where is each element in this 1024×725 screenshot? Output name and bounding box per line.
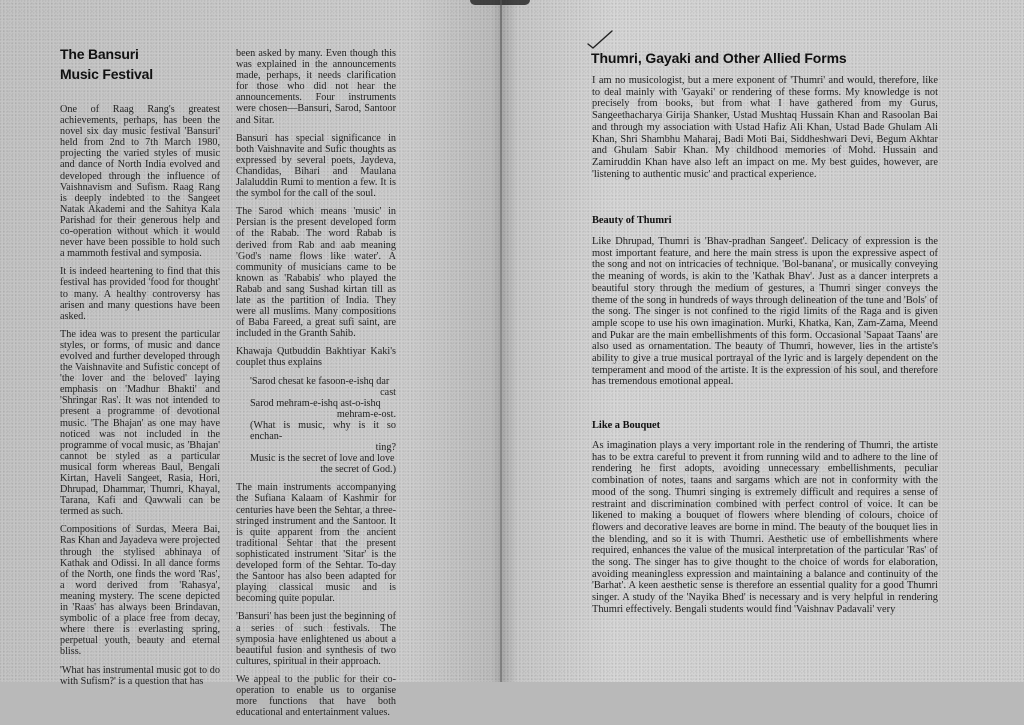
paragraph: It is indeed heartening to find that this festival has provided 'food for thought' to many. A healthy controversy has arisen and many questions have been asked. (60, 266, 220, 322)
intro-paragraph: I am no musicologist, but a mere exponent of 'Thumri' and would, therefore, like to deal mainly with 'Gayaki' or rendering of these forms. My knowledge is not precisely from books, but from what I have gathered from my Gurus, Sangeethacharya Girija Shanker, Ustad Mushtaq Hussain Khan and Rasoolan Bai and through my association with Ustad Hafiz Ali Khan, Ustad Bade Ghulam Ali Khan, Shri Shambhu Maharaj, Badi Moti Bai, Siddheshwari Devi, Begum Akhtar and Ghulam Sabir Khan. My childhood memories of Mohd. Hussain and Zamiruddin Khan have also left an impact on me. My best guides, however, are 'listening to authentic music' and practical experience. (592, 75, 938, 180)
paragraph: We appeal to the public for their co-operation to enable us to organise more functions that have both educational and entertainment values. (236, 673, 396, 719)
verse-line-end: cast (380, 386, 396, 398)
verse-line-end: the secret of God.) (320, 464, 396, 476)
paragraph: The idea was to present the particular styles, or forms, of music and dance evolved and further developed through the Vaishnavite and Sufistic concept of 'the lover and the beloved' laying emphasis on 'Madhur Bhakti' and 'Shringar Ras'. It was not intended to present a programme of devotional music. 'The Bhajan' as one may have noticed was not included in the programme of vocal music, as 'Bhajan' cannot be styled as a particular musical form whereas Baul, Bengali Kirtan, Haveli Sangeet, Rasia, Hori, Dhrupad, Dhammar, Thumri, Khayal, Tarana, Kafi and Qawwali can be termed as such. (60, 328, 220, 518)
left-column-1 (60, 104, 220, 694)
section-heading-like-a-bouquet: Like a Bouquet (592, 420, 661, 431)
paragraph: One of Raag Rang's greatest achievements, perhaps, has been the novel six day music festival 'Bansuri' held from 2nd to 7th March 1980, projecting the varied styles of music and dance of North India evolved and developed through the influence of Vaishnavism and Sufism. Raag Rang is deeply indebted to the Sangeet Natak Akademi and the Sahitya Kala Parishad for their generous help and co-operation without which it would never have been possible to hold such a mammoth festival and symposia. (60, 104, 220, 260)
paragraph: Khawaja Qutbuddin Bakhtiyar Kaki's couplet thus explains (236, 346, 396, 369)
section-text-like-a-bouquet: As imagination plays a very important role in the rendering of Thumri, the artiste has to be extra careful to prevent it from running wild and to adhere to the line of rendering he first adopts, avoiding unnecessary embellishments, peculiar combination of notes, taans and sargams which are not in conformity with the mood of the song. Thumri singing is extremely difficult and requires a sense of restraint and discrimination combined with perfect control of voice. It can be likened to making a bouquet of flowers where blending of colours, choice of flowers and decorative leaves are borne in mind. The beauty of the bouquet lies in the blending, and so it is with Thumri. Aesthetic use of embellishments where required, enhances the value of the musical interpretation of the particular 'Ras' of the song. The singer has to give thought to the choice of words for elaboration, avoiding meaningless expression and maintaining a balance and continuity of the 'Barhat'. A keen aesthetic sense is therefore an essential quality for a good Thumri singer. A study of the 'Nayika Bhed' is necessary and is very helpful in rendering Thumri effectively. Bengali students would find 'Vaishnav Padavali' very (592, 440, 938, 615)
verse-block (236, 376, 396, 476)
right-page (502, 0, 1024, 682)
title-line-1: The Bansuri (60, 46, 139, 62)
paragraph: Bansuri has special significance in both Vaishnavite and Sufic thoughts as expressed by several poets, Jaydeva, Chandidas, Bihari and Maulana Jalaluddin Rumi to mention a few. It is the symbol for the call of the soul. (236, 132, 396, 200)
paragraph: 'Bansuri' has been just the beginning of a series of such festivals. The symposia have enlightened us about a beautiful fusion and synthesis of two cultures, spiritual in their approach. (236, 611, 396, 667)
left-page (0, 0, 500, 719)
paragraph: The Sarod which means 'music' in Persian is the present developed form of the Rabab. The word Rabab is derived from Rab and aab meaning 'God's name flows like water'. A community of musicians came to be known as 'Rababis' who played the Rabab and sang Sushad kirtan till as late as the partition of India. They were all muslims. Many compositions of Baba Fareed, a great sufi saint, are included in the Granth Sahib. (236, 206, 396, 340)
paragraph: Compositions of Surdas, Meera Bai, Ras Khan and Jayadeva were projected through the stylised abhinaya of Kathak and Odissi. In all dance forms of the North, one finds the word 'Ras', a word derived from 'Rahasya', meaning mystery. The scene depicted in 'Raas' has always been Brindavan, symbolic of a place free from decay, where there is everlasting spring, perpetual youth, beauty and eternal bliss. (60, 524, 220, 658)
verse-line-end: mehram-e-ost. (336, 408, 396, 420)
paragraph: 'What has instrumental music got to do with Sufism?' is a question that has (60, 664, 220, 687)
paragraph: The main instruments accompanying the Sufiana Kalaam of Kashmir for centuries have been the Sehtar, a three-stringed instrument and the Santoor. It is quite apparent from the ancient traditional Sehtar that the present sophisticated instrument 'Sitar' is the developed form of the Sehtar. To-day the Santoor has also been adapted for playing classical music and is becoming quite popular. (236, 482, 396, 605)
title-line-2: Music Festival (60, 66, 153, 82)
verse-line: Sarod mehram-e-ishq ast-o-ishq (250, 397, 381, 409)
left-column-2 (236, 48, 396, 725)
verse-line: (What is music, why is it so enchan- (250, 419, 396, 442)
left-page-title (60, 44, 220, 84)
handwritten-check-icon (586, 28, 614, 50)
verse-line: Music is the secret of love and love (250, 453, 395, 465)
right-page-title: Thumri, Gayaki and Other Allied Forms (591, 50, 847, 66)
section-heading-beauty-of-thumri: Beauty of Thumri (592, 215, 672, 226)
paragraph: been asked by many. Even though this was explained in the announcements made, perhaps, it needs clarification for those who did not hear the announcements. Four instruments were chosen—Bansuri, Sarod, Santoor and Sitar. (236, 48, 396, 126)
verse-line-end: ting? (375, 442, 396, 454)
verse-line: 'Sarod chesat ke fasoon-e-ishq dar (250, 375, 390, 387)
section-text-beauty-of-thumri: Like Dhrupad, Thumri is 'Bhav-pradhan Sangeet'. Delicacy of expression is the most important feature, and here the main stress is upon the expressive aspect of the song and not on intricacies of technique. 'Bol-banana', or musically conveying the meaning of words, is akin to the 'Kathak Bhav'. Just as a dancer interprets a beautiful story through the medium of gestures, a Thumri singer conveys the theme of the song in hundreds of ways through delineation of the tune and 'Bols' of the song. The singer is not confined to the rigid limits of the Raga and is given ample scope to use his own imagination. Murki, Khatka, Kan, Zam-Zama, Meend and Pukar are the main embellishments of this form. Occasional 'Sapaat Taans' are also used as ornamentation. The beauty of Thumri, however, lies in the artiste's ability to give a true musical portrayal of the lyric and is largely dependent on the temperament and mood of the artiste. It is the expression of his soul, and therefore has tremendous emotional appeal. (592, 236, 938, 388)
